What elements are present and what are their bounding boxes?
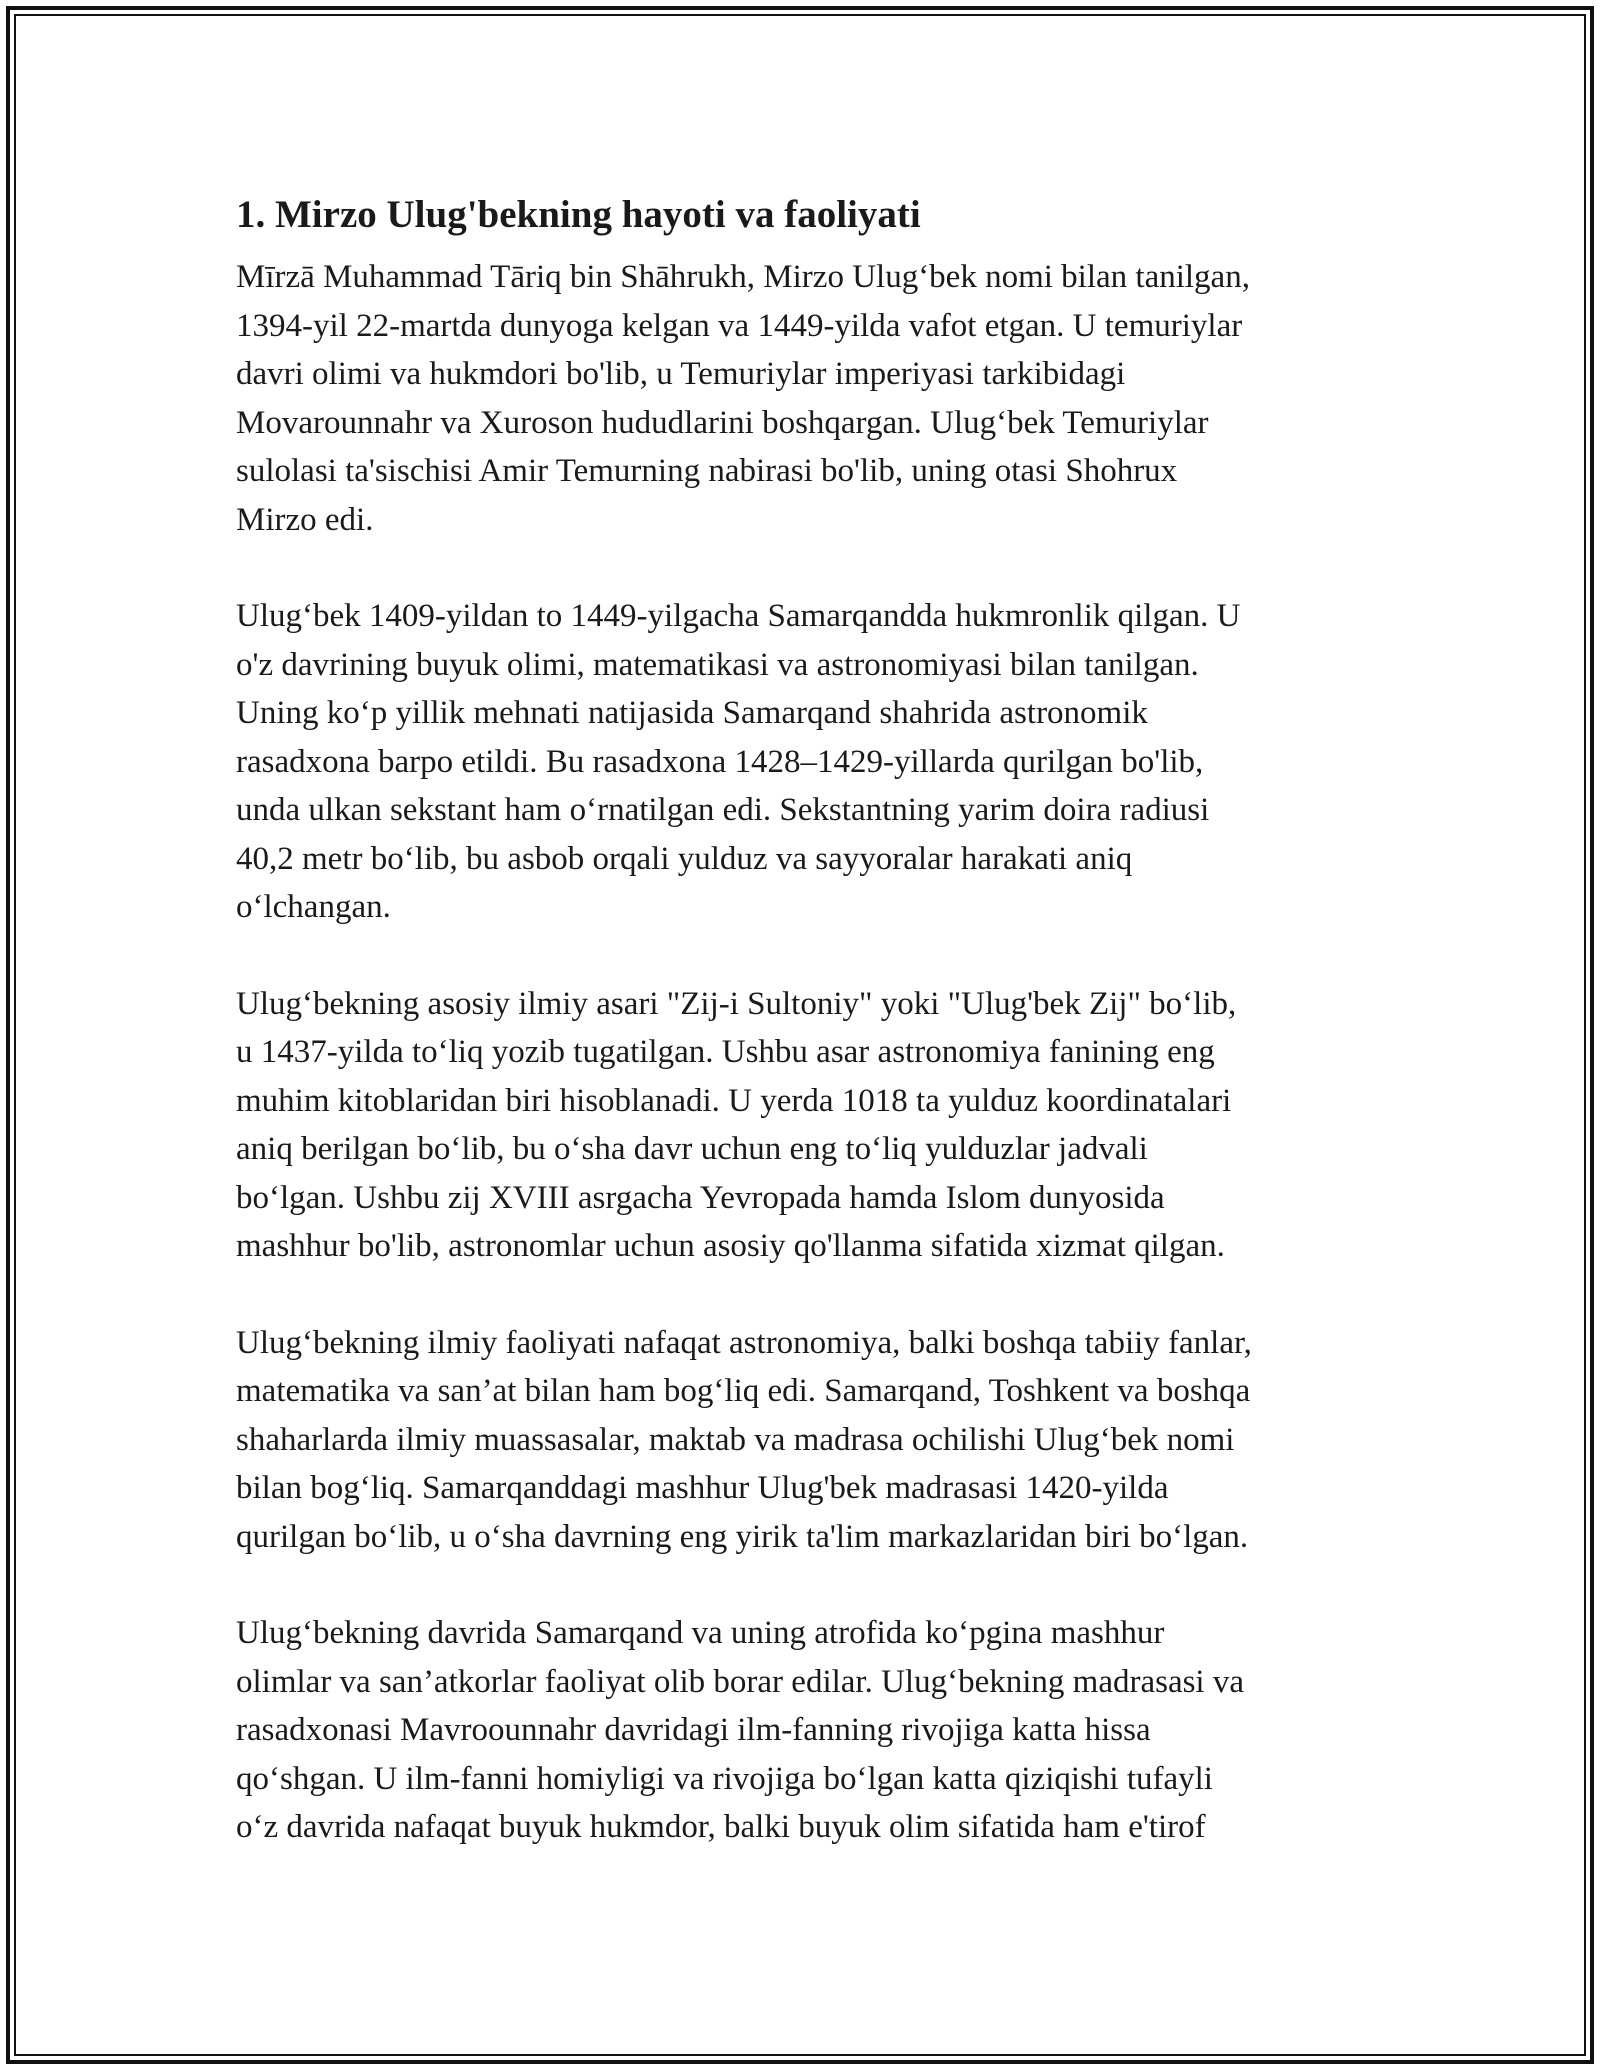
text-line: rasadxona barpo etildi. Bu rasadxona 1428–1429-yillarda qurilgan bo'lib, [236, 743, 1204, 780]
text-line: Ulugʻbek 1409-yildan to 1449-yilgacha Samarqandda hukmronlik qilgan. U [236, 598, 1241, 634]
text-line: unda ulkan sekstant ham oʻrnatilgan edi. Sekstantning yarim doira radiusi [236, 792, 1210, 828]
text-line: Movarounnahr va Xuroson hududlarini boshqargan. Ulugʻbek Temuriylar [236, 404, 1209, 441]
text-line: 1394-yil 22-martda dunyoga kelgan va 1449-yilda vafot etgan. U temuriylar [236, 307, 1243, 344]
text-line: qoʻshgan. U ilm-fanni homiyligi va rivojiga boʻlgan katta qiziqishi tufayli [236, 1760, 1213, 1797]
text-line: o'z davrining buyuk olimi, matematikasi va astronomiyasi bilan tanilgan. [236, 646, 1199, 683]
text-line: 40,2 metr boʻlib, bu asbob orqali yulduz va sayyoralar harakati aniq [236, 840, 1133, 877]
text-line: Mirzo edi. [236, 501, 374, 538]
text-line: u 1437-yilda toʻliq yozib tugatilgan. Ushbu asar astronomiya fanining eng [236, 1034, 1215, 1070]
text-line: oʻlchangan. [236, 889, 391, 925]
text-line: bilan bogʻliq. Samarqanddagi mashhur Ulug'bek madrasasi 1420-yilda [236, 1470, 1169, 1506]
paragraph-zij [236, 980, 1376, 1271]
text-line: muhim kitoblaridan biri hisoblanadi. U yerda 1018 ta yulduz koordinatalari [236, 1082, 1232, 1119]
paragraph-scientific-activity [236, 1319, 1376, 1562]
text-line: Ulugʻbekning davrida Samarqand va uning atrofida koʻpgina mashhur [236, 1615, 1165, 1651]
text-line: oʻz davrida nafaqat buyuk hukmdor, balki buyuk olim sifatida ham e'tirof [236, 1809, 1206, 1845]
paragraph-legacy [236, 1609, 1376, 1852]
text-line: boʻlgan. Ushbu zij XVIII asrgacha Yevropada hamda Islom dunyosida [236, 1179, 1165, 1216]
text-line: mashhur bo'lib, astronomlar uchun asosiy qo'llanma sifatida xizmat qilgan. [236, 1228, 1225, 1264]
paragraph-biography [236, 253, 1376, 544]
text-line: olimlar va san’atkorlar faoliyat olib borar edilar. Ulugʻbekning madrasasi va [236, 1663, 1244, 1700]
text-line: matematika va san’at bilan ham bogʻliq edi. Samarqand, Toshkent va boshqa [236, 1373, 1251, 1409]
text-line: Mīrzā Muhammad Tāriq bin Shāhrukh, Mirzo Ulugʻbek nomi bilan tanilgan, [236, 259, 1250, 295]
text-line: davri olimi va hukmdori bo'lib, u Temuriylar imperiyasi tarkibidagi [236, 356, 1126, 392]
paragraph-observatory [236, 592, 1376, 932]
section-title: 1. Mirzo Ulug'bekning hayoti va faoliyati [236, 193, 921, 236]
text-line: qurilgan boʻlib, u oʻsha davrning eng yirik ta'lim markazlaridan biri boʻlgan. [236, 1518, 1249, 1555]
document-body [236, 185, 1376, 1900]
text-line: Ulugʻbekning ilmiy faoliyati nafaqat astronomiya, balki boshqa tabiiy fanlar, [236, 1324, 1252, 1361]
text-line: sulolasi ta'sischisi Amir Temurning nabirasi bo'lib, uning otasi Shohrux [236, 453, 1178, 489]
text-line: Uning koʻp yillik mehnati natijasida Samarqand shahrida astronomik [236, 695, 1148, 731]
text-line: shaharlarda ilmiy muassasalar, maktab va madrasa ochilishi Ulugʻbek nomi [236, 1421, 1235, 1458]
text-line: rasadxonasi Mavroounnahr davridagi ilm-fanning rivojiga katta hissa [236, 1712, 1151, 1748]
text-line: aniq berilgan boʻlib, bu oʻsha davr uchun eng toʻliq yulduzlar jadvali [236, 1131, 1148, 1167]
text-line: Ulugʻbekning asosiy ilmiy asari "Zij-i Sultoniy" yoki "Ulug'bek Zij" boʻlib, [236, 985, 1237, 1022]
